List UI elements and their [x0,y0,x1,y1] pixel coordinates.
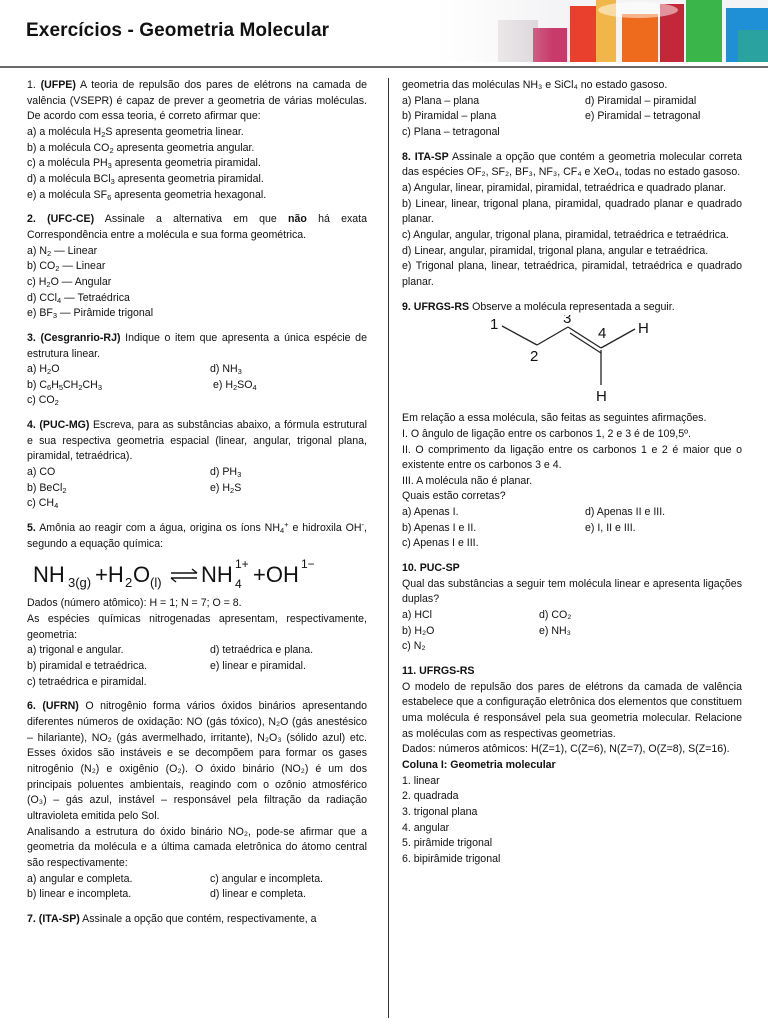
q2-option-c: c) $H_2O$ — Angular [27,275,112,289]
q8-option-d: d) Linear, angular, piramidal, trigonal plana, angular e tetraédrica. [402,244,709,257]
q10-option-e: e) NH₃ [539,624,571,637]
q5-options-row1 [27,643,367,659]
carbon-label-3: 3 [563,315,572,328]
q2-stem: 2. (UFC-CE) Assinale a alternativa em que não há exata Correspondência entre a molécula e sua forma geométrica. [27,213,368,241]
q6-stem2: Analisando a estrutura do óxido binário NO₂, pode-se afirmar que a geometria da molécula e a última camada eletrônica do átomo central são respectivamente: [27,825,367,869]
q11-item-4: 4. angular [402,821,450,834]
svg-text:NH: NH [33,562,65,588]
q4-option-e: e) $H_2S$ [210,481,242,495]
q8-stem: 8. ITA-SP Assinale a opção que contém a geometria molecular correta das espécies OF₂, SF₂, BF₃, NF₃, CF₄ e XeO₄, todas no estado gasoso. [402,150,743,179]
q7-option-c: c) Plana – tetragonal [402,125,500,138]
q5-option-a: a) trigonal e angular. [27,644,124,657]
q9-statement-iii: III. A molécula não é planar. [402,474,533,487]
q6-options-row1 [27,872,367,888]
q3-option-a: a) $H_2O$ [27,363,60,377]
q6-option-d: d) linear e completa. [210,888,306,901]
q9-stem: 9. UFRGS-RS Observe a molécula representada a seguir. [402,300,675,313]
svg-text:+H: +H [95,562,124,588]
q6-option-a: a) angular e completa. [27,872,133,885]
q5-option-b: b) piramidal e tetraédrica. [27,660,148,672]
q5-equation [27,552,367,596]
q11-column-title: Coluna I: Geometria molecular [402,758,556,771]
q2-option-d: d) CCl$_4$ — Tetraédrica [27,291,130,305]
svg-text:3(g): 3(g) [68,575,92,591]
q5-option-d: d) tetraédrica e plana. [210,644,314,657]
q4-option-a: a) CO [27,466,56,479]
lab-glassware-banner [438,0,768,62]
q7-option-d: d) Piramidal – piramidal [585,94,697,107]
q1-option-b: b) a molécula $CO_2$ apresenta geometria angular. [27,141,255,155]
q5-option-c: c) tetraédrica e piramidal. [27,675,147,688]
q9-ask: Quais estão corretas? [402,490,506,503]
svg-text:1+: 1+ [235,557,249,572]
q3-option-b: b) $C_6H_5CH_2CH_3$ [27,378,102,392]
q5-option-e: e) linear e piramidal. [210,660,306,672]
q11-data: Dados: números atômicos: H(Z=1), C(Z=6), N(Z=7), O(Z=8), S(Z=16). [402,743,730,756]
svg-text:+OH: +OH [253,562,299,588]
q11-item-5: 5. pirâmide trigonal [402,837,493,850]
q10-options-row2 [402,624,742,640]
svg-text:NH: NH [201,562,233,588]
q9-option-b: b) Apenas I e II. [402,521,477,534]
q6-options-row2 [27,887,367,903]
q2-option-e: e) $BF_3$ — Pirâmide trigonal [27,307,154,321]
carbon-label-2: 2 [530,348,539,366]
carbon-label-1: 1 [490,316,499,334]
q11-item-3: 3. trigonal plana [402,805,478,818]
q10-option-c: c) N₂ [402,640,426,653]
q11-item-2: 2. quadrada [402,790,459,803]
svg-text:O: O [133,562,151,588]
q7-option-b: b) Piramidal – plana [402,110,497,123]
q10-option-a: a) HCl [402,609,433,622]
q8-option-c: c) Angular, angular, trigonal plana, piramidal, tetraédrica e tetraédrica. [402,228,729,241]
q8-option-a: a) Angular, linear, piramidal, piramidal, tetraédrica e quadrado planar. [402,181,726,194]
q10-option-d: d) CO₂ [539,609,572,622]
q3-options-row2 [27,378,367,394]
q8-option-b: b) Linear, linear, trigonal plana, piramidal, quadrado planar e quadrado planar. [402,197,742,226]
molecule-bonds [502,326,635,385]
q3-option-d: d) $NH_3$ [210,363,242,377]
q3-options-row1 [27,362,367,378]
q11-stem: O modelo de repulsão dos pares de elétrons da camada de valência estabelece que a configuração eletrônica dos elementos que constituem uma molécula é responsável pela sua geometria molecular. Relacione as moléculas com as respectivas geometrias. [402,680,742,740]
svg-text:2: 2 [125,575,133,591]
q6-option-c: c) angular e incompleta. [210,872,324,885]
q4-stem: 4. (PUC-MG) Escreva, para as substâncias abaixo, a fórmula estrutural e sua respectiva geometria espacial (linear, angular, trigonal plana, piramidal, tetraédrica). [27,419,367,463]
q7-option-a: a) Plana – plana [402,94,480,107]
svg-text:4: 4 [235,577,242,592]
hydrogen-label-bottom: H [596,388,607,406]
q9-statement-i: I. O ângulo de ligação entre os carbonos 1, 2 e 3 é de 109,5º. [402,427,691,440]
q6-option-b: b) linear e incompleta. [27,888,132,901]
q10-stem: Qual das substâncias a seguir tem molécula linear e apresenta ligações duplas? [402,577,742,606]
q7-stem: 7. (ITA-SP) Assinale a opção que contém, respectivamente, a [27,912,317,925]
q7-options-row2 [402,109,742,125]
page-header [0,0,768,70]
q4-options-row2 [27,481,367,497]
q9-options-row1 [402,505,742,521]
q11-header: 11. UFRGS-RS [402,665,475,678]
q4-option-c: c) $CH_4$ [27,497,59,511]
q4-option-d: d) $PH_3$ [210,466,242,480]
q3-stem: 3. (Cesgranrio-RJ) Indique o item que apresenta a única espécie de estrutura linear. [27,331,367,360]
q2-option-a: a) $N_2$ — Linear [27,244,98,258]
carbon-label-4: 4 [598,325,607,343]
page-title: Exercícios - Geometria Molecular [26,20,330,41]
q1-option-a: a) a molécula $H_2S$ apresenta geometria linear. [27,125,244,139]
header-rule [0,66,768,68]
q8-option-e: e) Trigonal plana, linear, tetraédrica, piramidal, tetraédrica e quadrado planar. [402,260,742,288]
hydrogen-label-right: H [638,320,649,338]
q11-item-1: 1. linear [402,774,440,787]
q4-options-row1 [27,465,367,481]
q9-option-a: a) Apenas I. [402,506,459,519]
q11-item-6: 6. bipirâmide trigonal [402,852,501,865]
q9-stem2: Em relação a essa molécula, são feitas as seguintes afirmações. [402,412,707,425]
q5-options-row2 [27,659,367,675]
q1-option-d: d) a molécula BCl$_3$ apresenta geometria piramidal. [27,172,264,186]
butene-structure-svg [402,315,742,411]
right-column [402,78,742,868]
q1-stem: 1. (UFPE) A teoria de repulsão dos pares de elétrons na camada de valência (VSEPR) é capaz de prever a geometria de várias moléculas. De acordo com essa teoria, é correto afirmar que: [27,79,367,123]
q5-stem2: As espécies químicas nitrogenadas apresentam, respectivamente, geometria: [27,613,367,641]
q3-option-c: c) $CO_2$ [27,394,59,408]
q7-options-row1 [402,94,742,110]
q9-option-e: e) I, II e III. [585,521,636,534]
q5-data: Dados (número atômico): H = 1; N = 7; O = 8. [27,597,242,610]
left-column [27,78,367,928]
q2-option-b: b) $CO_2$ — Linear [27,260,106,274]
column-divider [388,78,389,1018]
q9-statement-ii: II. O comprimento da ligação entre os carbonos 1 e 2 é maior que o existente entre os carbonos 3 e 4. [402,443,742,472]
q7-option-e: e) Piramidal – tetragonal [585,110,701,123]
q10-options-row1 [402,608,742,624]
q6-stem: 6. (UFRN) O nitrogênio forma vários óxidos binários apresentando diferentes números de oxidação: NO (gás tóxico), N₂O (gás anestésico – hilariante), NO₂ (gás avermelhado, irritante), N₂O₃ (sólido azul) etc. Esses óxidos são instáveis e se decompõem para formar os gases nitrogênio (N₂) e oxigênio (O₂). O óxido binário (NO₂) é um dos principais poluentes ambientais, reagindo com o ozônio atmosférico (O₃) – gás azul, instável – responsável pela filtração da radiação ultravioleta emitida pelo Sol. [27,700,367,822]
svg-text:1−: 1− [301,557,315,572]
q3-option-e: e) $H_2SO_4$ [212,378,257,392]
q4-option-b: b) BeCl$_2$ [27,481,67,495]
q1-option-c: c) a molécula $PH_3$ apresenta geometria piramidal. [27,157,261,171]
q9-option-d: d) Apenas II e III. [585,506,666,519]
q9-option-c: c) Apenas I e III. [402,537,479,550]
q10-option-b: b) H₂O [402,624,435,637]
q9-options-row2 [402,521,742,537]
q7-stem-cont: geometria das moléculas NH₃ e SiCl₄ no estado gasoso. [402,79,668,91]
svg-text:(l): (l) [150,575,162,591]
q9-molecule-diagram [402,315,742,411]
q5-stem: 5. Amônia ao reagir com a água, origina os íons $NH_4^+$ e hidroxila OH-, segundo a equação química: [27,520,367,550]
equilibrium-arrow-icon [171,569,197,582]
q1-option-e: e) a molécula $SF_6$ apresenta geometria hexagonal. [27,188,267,202]
chemical-equation-svg [31,554,351,594]
q10-header: 10. PUC-SP [402,562,460,575]
